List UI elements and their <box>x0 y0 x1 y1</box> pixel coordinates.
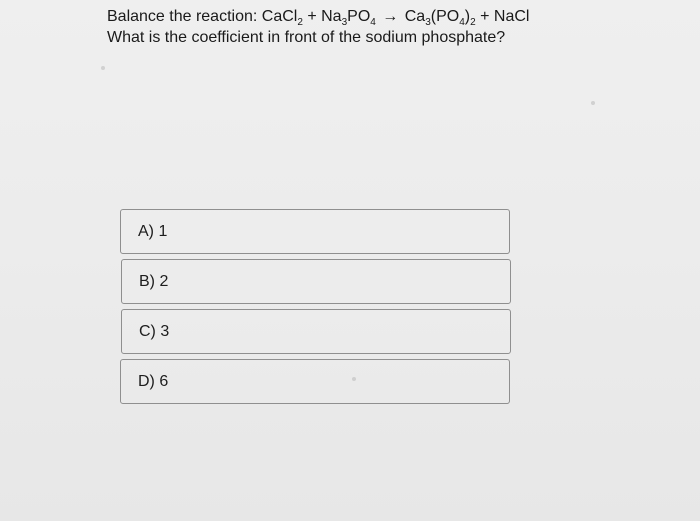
question-line-ask: What is the coefficient in front of the sodium phosphate? <box>107 29 506 46</box>
choice-b[interactable] <box>121 259 511 304</box>
formula-text: PO <box>347 8 371 25</box>
formula-text: ) <box>464 8 471 25</box>
formula-text: Na <box>321 8 342 25</box>
formula-text: Ca <box>404 8 426 25</box>
formula-subscript: 4 <box>459 17 465 28</box>
choice-label: C) 3 <box>139 322 170 340</box>
plus-sign: + <box>302 8 322 25</box>
formula-text: (PO <box>430 8 460 25</box>
reaction-arrow-icon: → <box>382 8 399 25</box>
product-ca3po42 <box>404 8 476 28</box>
choice-label: B) 2 <box>139 272 169 290</box>
choice-label: A) 1 <box>138 222 168 240</box>
formula-subscript: 4 <box>370 17 376 28</box>
formula-subscript: 2 <box>470 17 476 28</box>
formula-subscript: 3 <box>425 17 431 28</box>
choice-c[interactable] <box>121 309 511 354</box>
reactant-na3po4 <box>321 8 376 28</box>
question-line-reaction <box>107 6 667 27</box>
choice-d[interactable] <box>120 359 510 404</box>
reactant-cacl2 <box>261 8 303 28</box>
answer-choices <box>120 209 512 409</box>
formula-subscript: 3 <box>341 17 348 28</box>
formula-subscript: 2 <box>297 17 303 28</box>
surface-speck <box>591 101 595 105</box>
choice-a[interactable] <box>120 209 510 254</box>
plus-sign: + <box>475 8 494 25</box>
choice-label: D) 6 <box>138 372 169 390</box>
question-prompt <box>107 6 667 48</box>
surface-speck <box>352 377 356 381</box>
formula-text: CaCl <box>261 8 298 25</box>
question-prefix: Balance the reaction: <box>107 8 262 25</box>
product-nacl: NaCl <box>493 8 530 25</box>
surface-speck <box>101 66 105 70</box>
